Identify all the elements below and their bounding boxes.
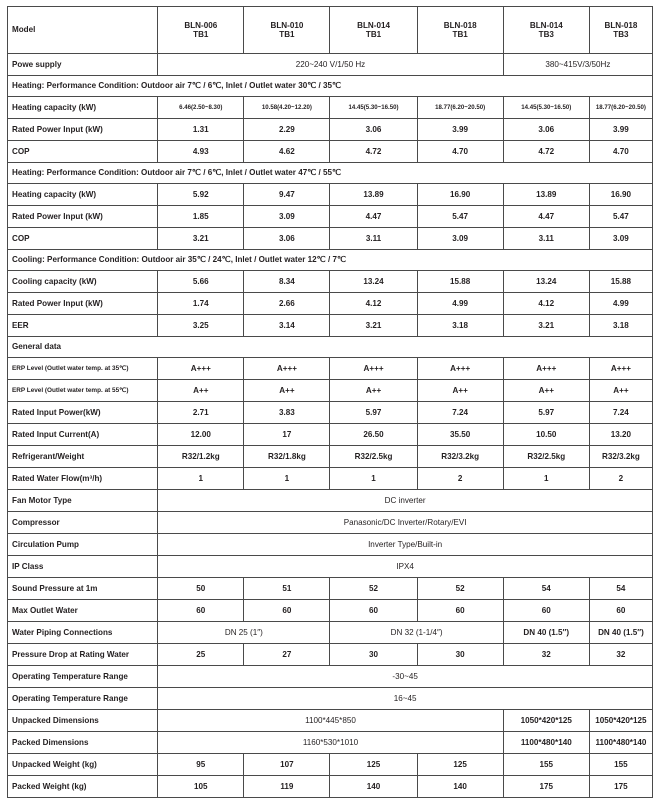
- table-cell: 4.47: [330, 206, 417, 228]
- table-cell: 125: [330, 754, 417, 776]
- table-cell: 1050*420*125: [589, 710, 652, 732]
- table-body: [8, 7, 653, 798]
- table-cell: DC inverter: [158, 490, 653, 512]
- table-cell: 1100*480*140: [589, 732, 652, 754]
- table-cell: 3.21: [503, 315, 589, 337]
- table-cell: 13.24: [503, 271, 589, 293]
- product-specification-table: [7, 6, 653, 798]
- model-name: BLN-018: [443, 20, 477, 30]
- table-row: [8, 402, 653, 424]
- table-cell: 3.09: [589, 228, 652, 250]
- model-variant: TB1: [279, 30, 295, 39]
- table-cell: 18.77(6.20~20.50): [417, 97, 503, 119]
- table-row: [8, 644, 653, 666]
- table-cell: 3.18: [417, 315, 503, 337]
- table-cell: 105: [158, 776, 244, 798]
- table-cell: 4.93: [158, 141, 244, 163]
- table-cell: 60: [330, 600, 417, 622]
- table-cell: 14.45(5.30~16.50): [503, 97, 589, 119]
- table-cell: 6.46(2.50~8.30): [158, 97, 244, 119]
- table-cell: 1050*420*125: [503, 710, 589, 732]
- table-cell: R32/1.8kg: [244, 446, 330, 468]
- table-cell: 119: [244, 776, 330, 798]
- table-cell: A+++: [244, 358, 330, 380]
- row-label: Unpacked Dimensions: [8, 710, 158, 732]
- model-variant: TB3: [613, 30, 629, 39]
- model-name: BLN-014: [357, 20, 390, 30]
- table-cell: 3.11: [330, 228, 417, 250]
- table-cell: 107: [244, 754, 330, 776]
- table-cell: 3.99: [417, 119, 503, 141]
- table-cell: 5.66: [158, 271, 244, 293]
- table-cell: 155: [503, 754, 589, 776]
- model-column-header: [589, 7, 652, 54]
- table-row: [8, 315, 653, 337]
- table-cell: 14.45(5.30~16.50): [330, 97, 417, 119]
- table-cell: -30~45: [158, 666, 653, 688]
- table-cell: 175: [589, 776, 652, 798]
- table-cell: 3.06: [503, 119, 589, 141]
- table-row: [8, 600, 653, 622]
- table-row: [8, 512, 653, 534]
- table-cell: 16.90: [589, 184, 652, 206]
- row-label: Water Piping Connections: [8, 622, 158, 644]
- row-label: Unpacked Weight (kg): [8, 754, 158, 776]
- table-cell: 7.24: [417, 402, 503, 424]
- table-cell: A+++: [589, 358, 652, 380]
- section-title: Heating: Performance Condition: Outdoor air 7℃ / 6℃, Inlet / Outlet water 47℃ / 55℃: [8, 163, 653, 184]
- table-row: [8, 754, 653, 776]
- row-label: IP Class: [8, 556, 158, 578]
- table-cell: 4.12: [330, 293, 417, 315]
- table-row: [8, 534, 653, 556]
- table-row: [8, 228, 653, 250]
- table-cell: 13.89: [330, 184, 417, 206]
- row-label: Heating capacity (kW): [8, 97, 158, 119]
- table-cell: 1.31: [158, 119, 244, 141]
- table-row: [8, 293, 653, 315]
- row-label: Compressor: [8, 512, 158, 534]
- row-label: Rated Power Input (kW): [8, 119, 158, 141]
- table-cell: DN 40 (1.5″): [589, 622, 652, 644]
- row-label: Rated Power Input (kW): [8, 206, 158, 228]
- table-cell: 1: [158, 468, 244, 490]
- table-cell: 3.09: [244, 206, 330, 228]
- table-cell: 140: [330, 776, 417, 798]
- row-label: Operating Temperature Range: [8, 688, 158, 710]
- table-cell: 1.85: [158, 206, 244, 228]
- row-label: Rated Water Flow(m³/h): [8, 468, 158, 490]
- model-column-header: [244, 7, 330, 54]
- table-cell: 7.24: [589, 402, 652, 424]
- model-variant: TB3: [538, 30, 554, 39]
- row-label: EER: [8, 315, 158, 337]
- section-header-row: [8, 250, 653, 271]
- table-cell: 25: [158, 644, 244, 666]
- table-row: [8, 666, 653, 688]
- table-row: [8, 184, 653, 206]
- table-row: [8, 119, 653, 141]
- row-label: Packed Dimensions: [8, 732, 158, 754]
- model-name: BLN-010: [270, 20, 304, 30]
- model-column-header: [417, 7, 503, 54]
- table-cell: 1: [330, 468, 417, 490]
- section-header-row: [8, 76, 653, 97]
- table-cell: 3.06: [244, 228, 330, 250]
- table-row: [8, 732, 653, 754]
- table-cell: 50: [158, 578, 244, 600]
- table-cell: 52: [417, 578, 503, 600]
- table-cell: 5.47: [417, 206, 503, 228]
- row-label: Operating Temperature Range: [8, 666, 158, 688]
- table-cell: 60: [417, 600, 503, 622]
- row-label: Cooling capacity (kW): [8, 271, 158, 293]
- table-cell: 125: [417, 754, 503, 776]
- row-label: Rated Input Current(A): [8, 424, 158, 446]
- table-cell: 3.14: [244, 315, 330, 337]
- row-label: COP: [8, 141, 158, 163]
- table-cell: A+++: [158, 358, 244, 380]
- row-label: Rated Input Power(kW): [8, 402, 158, 424]
- table-cell: 2.66: [244, 293, 330, 315]
- table-cell: 5.92: [158, 184, 244, 206]
- row-label: Heating capacity (kW): [8, 184, 158, 206]
- model-name: BLN-014: [529, 20, 563, 30]
- table-cell: A+++: [503, 358, 589, 380]
- row-label: ERP Level (Outlet water temp. at 55℃): [8, 380, 158, 402]
- table-cell: A++: [330, 380, 417, 402]
- section-header-row: [8, 337, 653, 358]
- table-cell: 4.72: [330, 141, 417, 163]
- table-cell: 12.00: [158, 424, 244, 446]
- table-cell: 26.50: [330, 424, 417, 446]
- table-cell: 17: [244, 424, 330, 446]
- table-cell: 60: [244, 600, 330, 622]
- table-row: [8, 468, 653, 490]
- table-row: [8, 206, 653, 228]
- model-label-header: Model: [8, 7, 158, 54]
- table-cell: 1: [503, 468, 589, 490]
- table-cell: 380~415V/3/50Hz: [503, 54, 652, 76]
- table-cell: 2.29: [244, 119, 330, 141]
- table-cell: 5.97: [330, 402, 417, 424]
- table-cell: R32/2.5kg: [330, 446, 417, 468]
- section-title: Heating: Performance Condition: Outdoor air 7℃ / 6℃, Inlet / Outlet water 30℃ / 35℃: [8, 76, 653, 97]
- row-label: Rated Power Input (kW): [8, 293, 158, 315]
- model-variant: TB1: [365, 30, 382, 39]
- table-cell: 3.09: [417, 228, 503, 250]
- row-label: Refrigerant/Weight: [8, 446, 158, 468]
- table-cell: A+++: [417, 358, 503, 380]
- table-row: [8, 97, 653, 119]
- table-cell: 1160*530*1010: [158, 732, 504, 754]
- table-cell: 3.99: [589, 119, 652, 141]
- model-column-header: [503, 7, 589, 54]
- table-cell: A+++: [330, 358, 417, 380]
- table-row: [8, 622, 653, 644]
- table-cell: R32/1.2kg: [158, 446, 244, 468]
- table-cell: 1100*445*850: [158, 710, 504, 732]
- table-row: [8, 556, 653, 578]
- row-label: Fan Motor Type: [8, 490, 158, 512]
- table-cell: 60: [158, 600, 244, 622]
- table-cell: 1: [244, 468, 330, 490]
- section-title: Cooling: Performance Condition: Outdoor air 35℃ / 24℃, Inlet / Outlet water 12℃ / 7℃: [8, 250, 653, 271]
- table-cell: 8.34: [244, 271, 330, 293]
- table-cell: 60: [503, 600, 589, 622]
- table-cell: 3.06: [330, 119, 417, 141]
- table-cell: 10.58(4.20~12.20): [244, 97, 330, 119]
- table-cell: 220~240 V/1/50 Hz: [158, 54, 504, 76]
- table-row: [8, 578, 653, 600]
- table-cell: 3.21: [158, 228, 244, 250]
- row-label: COP: [8, 228, 158, 250]
- model-column-header: [330, 7, 417, 54]
- table-cell: 52: [330, 578, 417, 600]
- table-cell: 2.71: [158, 402, 244, 424]
- model-variant: TB1: [193, 30, 209, 39]
- table-row: [8, 380, 653, 402]
- table-cell: IPX4: [158, 556, 653, 578]
- table-cell: DN 40 (1.5″): [503, 622, 589, 644]
- row-label: Circulation Pump: [8, 534, 158, 556]
- section-header-row: [8, 163, 653, 184]
- table-row: [8, 490, 653, 512]
- model-variant: TB1: [452, 30, 468, 39]
- table-cell: 1100*480*140: [503, 732, 589, 754]
- table-cell: A++: [503, 380, 589, 402]
- row-label: Sound Pressure at 1m: [8, 578, 158, 600]
- table-cell: 140: [417, 776, 503, 798]
- table-cell: 13.89: [503, 184, 589, 206]
- table-cell: DN 25 (1″): [158, 622, 330, 644]
- table-row: [8, 141, 653, 163]
- table-cell: 5.47: [589, 206, 652, 228]
- table-cell: 1.74: [158, 293, 244, 315]
- table-cell: 4.70: [589, 141, 652, 163]
- table-cell: 3.18: [589, 315, 652, 337]
- table-row: [8, 271, 653, 293]
- table-cell: 18.77(6.20~20.50): [589, 97, 652, 119]
- table-cell: 27: [244, 644, 330, 666]
- table-cell: 32: [503, 644, 589, 666]
- table-cell: 4.62: [244, 141, 330, 163]
- table-cell: 16~45: [158, 688, 653, 710]
- table-cell: R32/3.2kg: [417, 446, 503, 468]
- table-cell: 2: [417, 468, 503, 490]
- table-cell: 4.12: [503, 293, 589, 315]
- model-column-header: [158, 7, 244, 54]
- table-cell: 16.90: [417, 184, 503, 206]
- table-cell: 30: [417, 644, 503, 666]
- table-cell: A++: [417, 380, 503, 402]
- table-cell: 4.70: [417, 141, 503, 163]
- table-cell: 3.83: [244, 402, 330, 424]
- row-label: Powe supply: [8, 54, 158, 76]
- section-title: General data: [8, 337, 653, 358]
- table-row: [8, 776, 653, 798]
- table-cell: 30: [330, 644, 417, 666]
- model-name: BLN-018: [604, 20, 638, 30]
- table-cell: Inverter Type/Built-in: [158, 534, 653, 556]
- table-cell: 15.88: [589, 271, 652, 293]
- table-cell: 3.11: [503, 228, 589, 250]
- table-cell: 5.97: [503, 402, 589, 424]
- table-row: [8, 358, 653, 380]
- table-cell: 15.88: [417, 271, 503, 293]
- table-cell: 4.47: [503, 206, 589, 228]
- row-label: Max Outlet Water: [8, 600, 158, 622]
- table-cell: A++: [158, 380, 244, 402]
- table-cell: 4.99: [417, 293, 503, 315]
- model-header-row: [8, 7, 653, 54]
- table-cell: 155: [589, 754, 652, 776]
- table-cell: Panasonic/DC Inverter/Rotary/EVI: [158, 512, 653, 534]
- table-cell: 175: [503, 776, 589, 798]
- table-row: [8, 54, 653, 76]
- table-cell: DN 32 (1-1/4″): [330, 622, 503, 644]
- table-cell: 54: [589, 578, 652, 600]
- table-cell: A++: [589, 380, 652, 402]
- table-cell: 95: [158, 754, 244, 776]
- table-cell: 13.20: [589, 424, 652, 446]
- table-cell: 4.72: [503, 141, 589, 163]
- table-cell: 9.47: [244, 184, 330, 206]
- table-row: [8, 446, 653, 468]
- model-name: BLN-006: [184, 20, 218, 30]
- table-row: [8, 424, 653, 446]
- table-cell: 4.99: [589, 293, 652, 315]
- row-label: Pressure Drop at Rating Water: [8, 644, 158, 666]
- table-cell: 54: [503, 578, 589, 600]
- table-cell: 3.25: [158, 315, 244, 337]
- table-row: [8, 710, 653, 732]
- table-cell: 60: [589, 600, 652, 622]
- table-cell: R32/3.2kg: [589, 446, 652, 468]
- row-label: Packed Weight (kg): [8, 776, 158, 798]
- table-cell: 3.21: [330, 315, 417, 337]
- table-cell: 51: [244, 578, 330, 600]
- table-row: [8, 688, 653, 710]
- table-cell: R32/2.5kg: [503, 446, 589, 468]
- table-cell: 13.24: [330, 271, 417, 293]
- table-cell: 35.50: [417, 424, 503, 446]
- table-cell: 2: [589, 468, 652, 490]
- row-label: ERP Level (Outlet water temp. at 35℃): [8, 358, 158, 380]
- table-cell: 10.50: [503, 424, 589, 446]
- table-cell: 32: [589, 644, 652, 666]
- table-cell: A++: [244, 380, 330, 402]
